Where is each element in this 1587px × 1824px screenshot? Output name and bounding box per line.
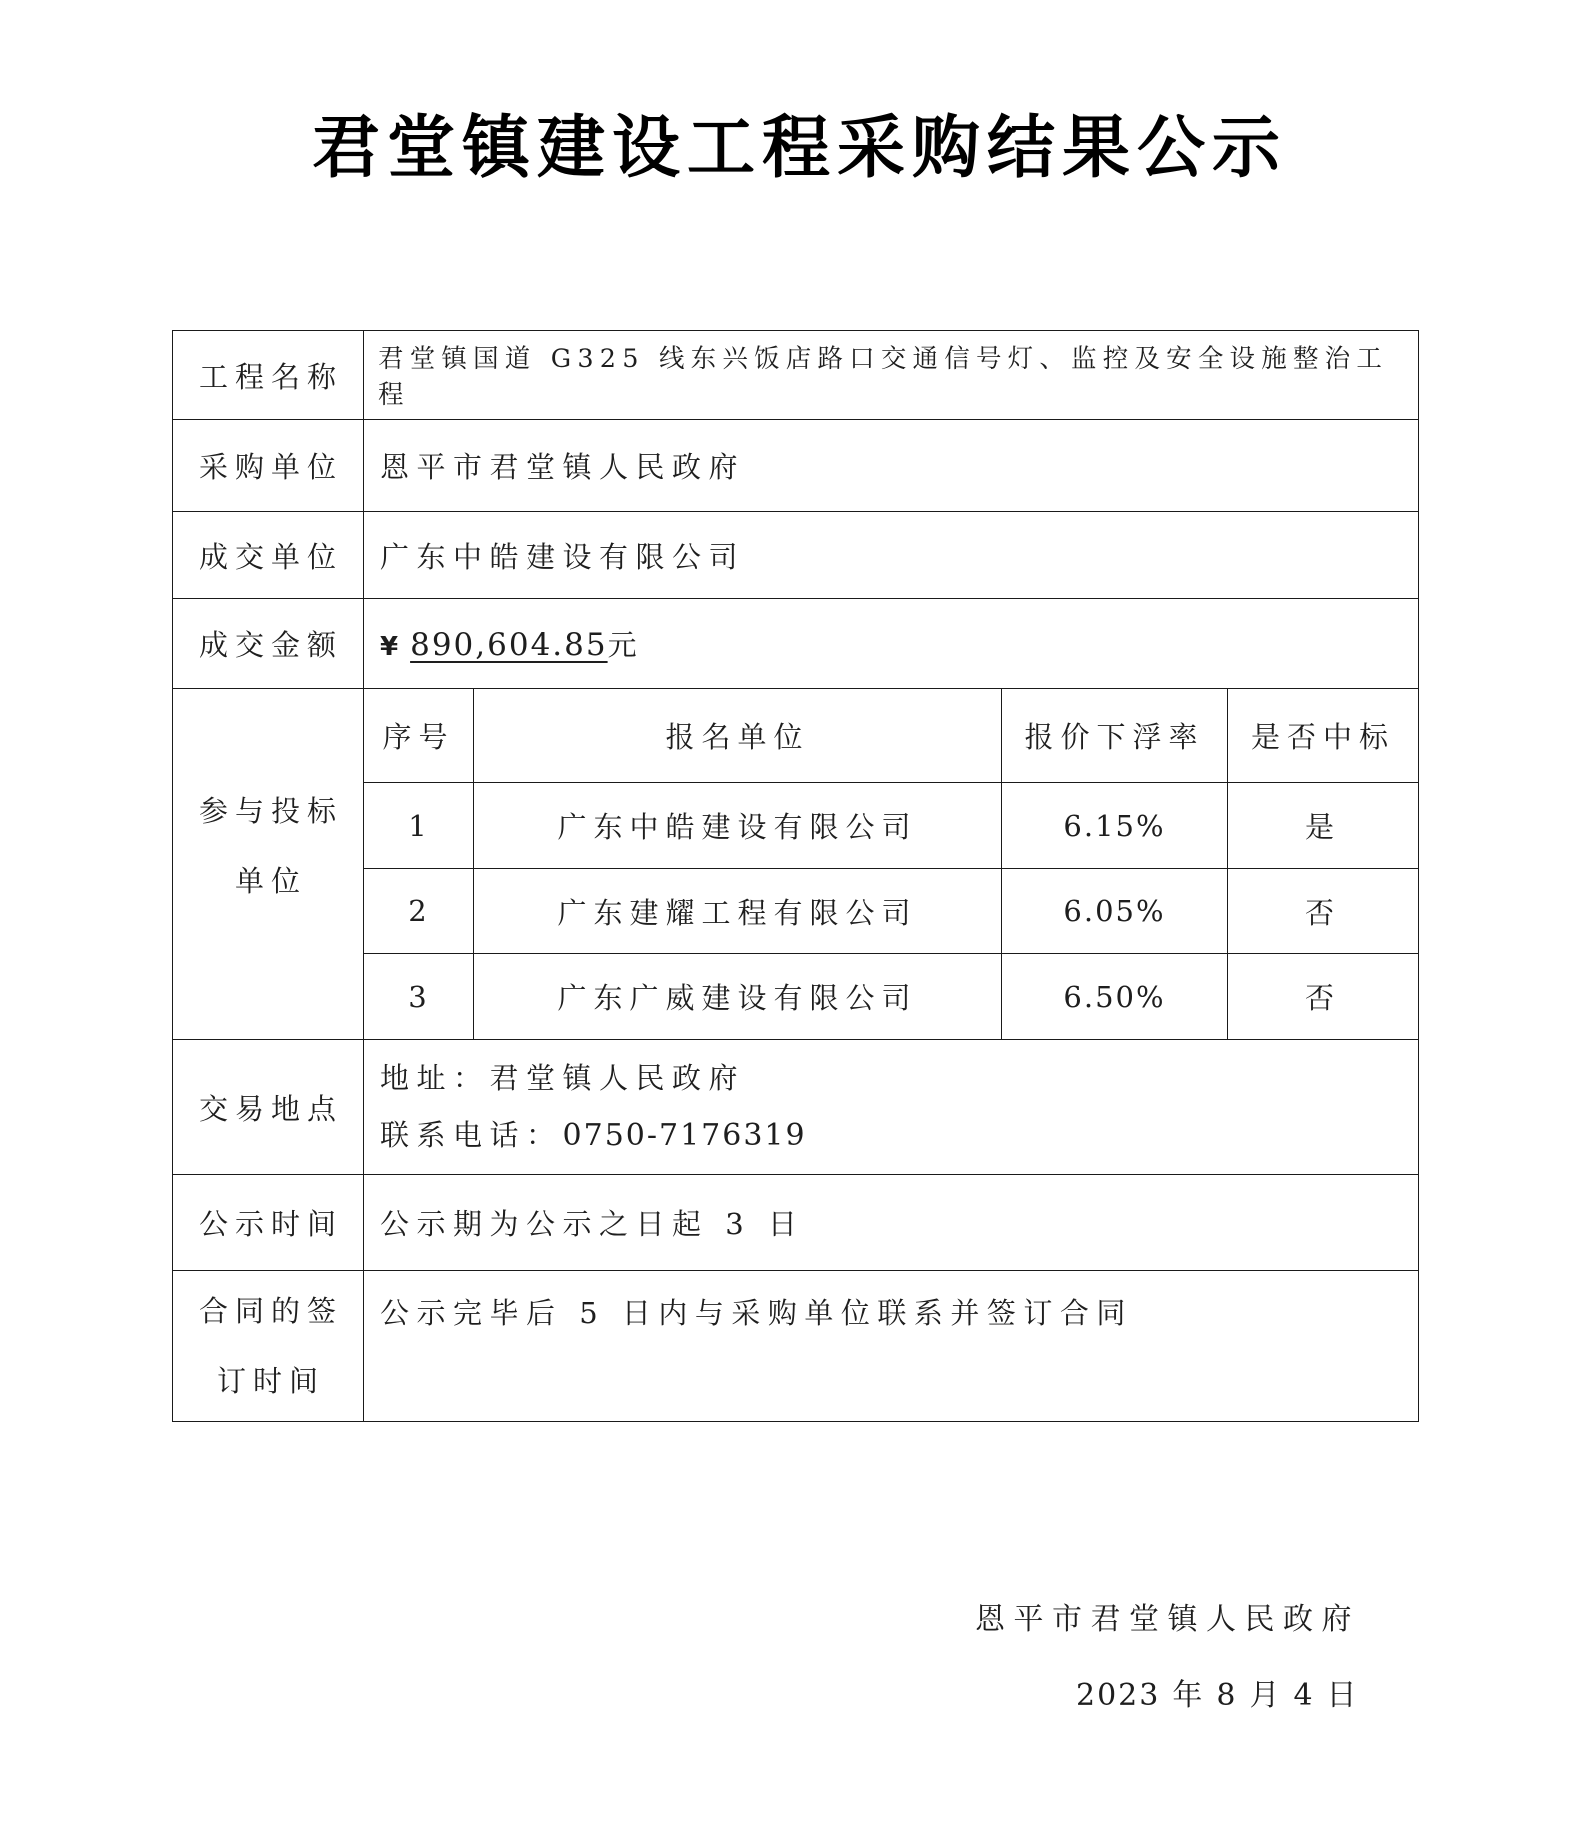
row-location: [173, 1040, 1419, 1175]
yen-symbol: ¥: [380, 632, 399, 662]
row-contract-time: [173, 1271, 1419, 1422]
location-value: [364, 1040, 1419, 1175]
column-header-company: 报名单位: [474, 689, 1002, 783]
amount-value-cell: [364, 599, 1419, 689]
winner-label: 成交单位: [173, 512, 364, 599]
row-notice-period: [173, 1175, 1419, 1271]
row-purchaser: [173, 420, 1419, 512]
issue-date: [1076, 1676, 1359, 1716]
location-label: 交易地点: [173, 1040, 364, 1175]
purchaser-label: 采购单位: [173, 420, 364, 512]
bidder-seq: 2: [364, 869, 474, 954]
purchaser-value: 恩平市君堂镇人民政府: [364, 420, 1419, 512]
date-month: 8: [1216, 1678, 1238, 1713]
winner-value: 广东中皓建设有限公司: [364, 512, 1419, 599]
phone-label: 联系电话：: [380, 1118, 563, 1152]
column-header-seq: 序号: [364, 689, 474, 783]
bidder-company: 广东中皓建设有限公司: [474, 783, 1002, 869]
date-year: 2023: [1076, 1678, 1161, 1713]
issuer-signature: 恩平市君堂镇人民政府: [975, 1602, 1360, 1637]
contract-time-label-line1: 合同的签: [198, 1294, 343, 1328]
amount-label: 成交金额: [173, 599, 364, 689]
procurement-result-table: [172, 330, 1419, 1422]
bidder-won: 否: [1228, 869, 1419, 954]
row-project-name: [173, 331, 1419, 420]
bidders-label-line1: 参与投标: [198, 794, 343, 828]
column-header-won: 是否中标: [1228, 689, 1419, 783]
bidder-company: 广东广威建设有限公司: [474, 954, 1002, 1040]
page-title: 君堂镇建设工程采购结果公示: [311, 109, 1287, 188]
bidder-seq: 1: [364, 783, 474, 869]
amount-number: 890,604.85: [410, 627, 608, 663]
bidders-header-row: [173, 689, 1419, 783]
address-line: [380, 1050, 1418, 1107]
project-name-value: 君堂镇国道 G325 线东兴饭店路口交通信号灯、监控及安全设施整治工程: [364, 331, 1419, 420]
bidder-discount-rate: 6.50%: [1002, 954, 1228, 1040]
bidders-label-line2: 单位: [234, 864, 307, 898]
bidder-seq: 3: [364, 954, 474, 1040]
column-header-discount-rate: 报价下浮率: [1002, 689, 1228, 783]
bidder-won: 是: [1228, 783, 1419, 869]
bidder-discount-rate: 6.15%: [1002, 783, 1228, 869]
row-amount: [173, 599, 1419, 689]
contract-time-label: [173, 1271, 364, 1422]
amount-unit: 元: [607, 628, 637, 662]
row-winner: [173, 512, 1419, 599]
bidder-discount-rate: 6.05%: [1002, 869, 1228, 954]
date-day: 4: [1293, 1678, 1315, 1713]
notice-period-label: 公示时间: [173, 1175, 364, 1271]
bidder-company: 广东建耀工程有限公司: [474, 869, 1002, 954]
date-year-unit: 年: [1172, 1678, 1205, 1713]
phone-line: [380, 1107, 1418, 1164]
notice-period-value: 公示期为公示之日起 3 日: [364, 1175, 1419, 1271]
project-name-label: 工程名称: [173, 331, 364, 420]
contract-time-value: 公示完毕后 5 日内与采购单位联系并签订合同: [364, 1271, 1419, 1422]
phone-value: 0750-7176319: [562, 1118, 807, 1153]
bidder-won: 否: [1228, 954, 1419, 1040]
address-value: 君堂镇人民政府: [489, 1061, 746, 1095]
date-day-unit: 日: [1326, 1678, 1359, 1713]
contract-time-label-line2: 订时间: [216, 1364, 325, 1398]
address-label: 地址：: [380, 1061, 490, 1095]
date-month-unit: 月: [1249, 1678, 1282, 1713]
bidders-label: [173, 689, 364, 1040]
